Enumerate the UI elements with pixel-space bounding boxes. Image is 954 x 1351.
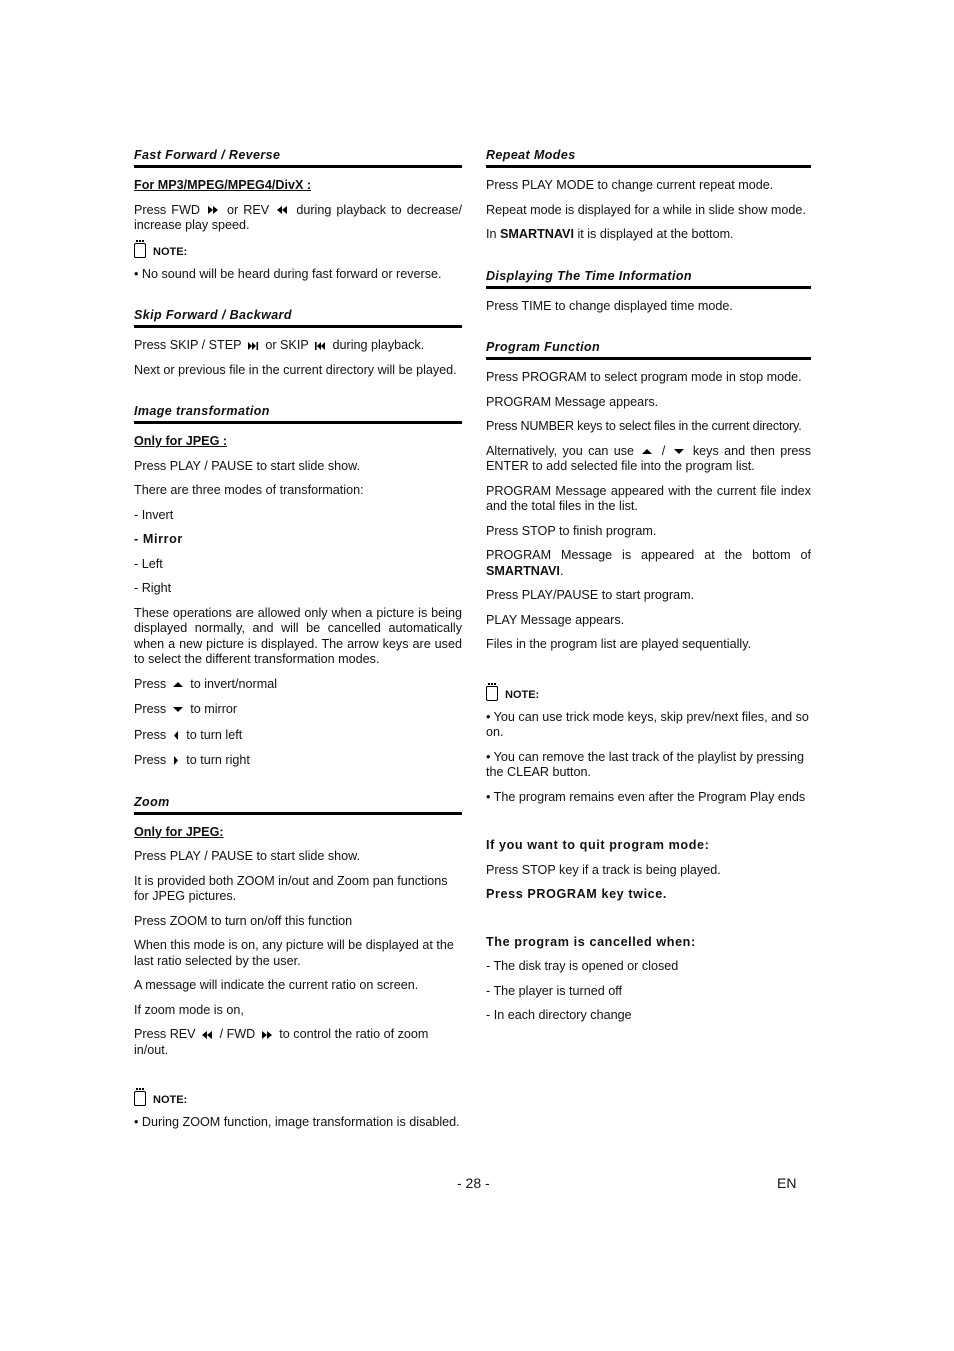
note-heading <box>486 686 811 701</box>
text: to invert/normal <box>190 676 277 691</box>
list-item: - In each directory change <box>486 1008 632 1022</box>
section-program-function <box>486 340 811 805</box>
right-column <box>486 148 811 1033</box>
paragraph: Press PLAY/PAUSE to start program. <box>486 588 695 602</box>
paragraph: These operations are allowed only when a picture is being displayed normally, and will be cancelled automatically when a new picture is displayed. The arrow keys are used to select the different transformation modes. <box>134 605 462 666</box>
list-item: - The player is turned off <box>486 983 623 998</box>
section-program-cancelled <box>486 935 811 1024</box>
paragraph <box>486 444 811 475</box>
paragraph: Press STOP to finish program. <box>486 523 657 538</box>
text: Press <box>134 702 167 716</box>
note-text: • The program remains even after the Program Play ends <box>486 789 806 804</box>
notepad-icon <box>134 243 146 258</box>
note-text: • You can remove the last track of the playlist by pressing the CLEAR button. <box>486 749 805 779</box>
section-time-information <box>486 269 811 315</box>
paragraph <box>134 338 462 354</box>
paragraph: Next or previous file in the current directory will be played. <box>134 362 457 377</box>
text: SMARTNAVI <box>500 227 574 241</box>
text: Press FWD <box>134 202 200 217</box>
paragraph: There are three modes of transformation: <box>134 483 364 497</box>
left-column <box>134 148 462 1140</box>
text: or SKIP <box>265 338 309 352</box>
text: it is displayed at the bottom. <box>577 227 734 241</box>
paragraph: A message will indicate the current ratio on screen. <box>134 978 419 992</box>
text: . <box>559 563 564 578</box>
paragraph <box>134 1027 462 1058</box>
paragraph: Press ZOOM to turn on/off this function <box>134 913 353 928</box>
section-zoom <box>134 795 462 1131</box>
paragraph: PLAY Message appears. <box>486 612 625 627</box>
paragraph: If zoom mode is on, <box>134 1002 244 1017</box>
text: to turn left <box>186 727 243 742</box>
note-text: • During ZOOM function, image transformation is disabled. <box>134 1115 460 1129</box>
text: keys and then press ENTER to add selected file into the program list. <box>486 443 812 473</box>
language-code: EN <box>777 1175 797 1191</box>
text: / FWD <box>219 1027 256 1041</box>
paragraph <box>134 203 462 234</box>
skip-next-icon <box>248 342 259 350</box>
subheading: If you want to quit program mode: <box>486 838 710 852</box>
section-fast-forward <box>134 148 462 282</box>
paragraph: Repeat mode is displayed for a while in slide show mode. <box>486 202 806 217</box>
text: In <box>486 227 497 241</box>
section-quit-program <box>486 838 811 903</box>
arrow-down-icon <box>173 706 184 713</box>
page-number: - 28 - <box>457 1175 490 1191</box>
notepad-icon <box>134 1091 146 1106</box>
key-instruction <box>134 728 462 744</box>
paragraph: PROGRAM Message appears. <box>486 394 659 409</box>
section-image-transformation <box>134 404 462 769</box>
text: during playback to decrease/ increase play speed. <box>134 202 463 232</box>
list-item: - Mirror <box>134 532 183 546</box>
fast-forward-icon <box>208 206 219 214</box>
section-title: Zoom <box>134 795 462 815</box>
paragraph: PROGRAM Message appeared with the current file index and the total files in the list. <box>486 483 811 513</box>
key-instruction <box>134 702 462 718</box>
arrow-right-icon <box>173 756 180 765</box>
text: Press REV <box>134 1027 196 1041</box>
paragraph: Press TIME to change displayed time mode. <box>486 298 733 313</box>
note-label: NOTE: <box>153 245 188 258</box>
arrow-up-icon <box>642 448 653 455</box>
fast-forward-icon <box>262 1031 273 1039</box>
paragraph: Press PROGRAM key twice. <box>486 887 667 901</box>
rewind-icon <box>277 206 288 214</box>
text: PROGRAM Message is appeared at the bottom of <box>486 548 811 562</box>
paragraph: It is provided both ZOOM in/out and Zoom pan functions for JPEG pictures. <box>134 873 448 903</box>
note-label: NOTE: <box>505 688 540 701</box>
section-repeat-modes <box>486 148 811 243</box>
subheading: Only for JPEG : <box>134 434 228 448</box>
note-label: NOTE: <box>153 1094 188 1106</box>
subheading: The program is cancelled when: <box>486 934 696 949</box>
paragraph: Press STOP key if a track is being played. <box>486 862 721 877</box>
text: Press <box>134 727 167 742</box>
list-item: - Invert <box>134 507 174 522</box>
text: to control the ratio of zoom in/out. <box>134 1027 429 1057</box>
arrow-down-icon <box>674 448 685 455</box>
text: / <box>661 443 666 458</box>
key-instruction <box>134 753 462 769</box>
text: to turn right <box>186 753 250 767</box>
list-item: - Right <box>134 581 172 595</box>
text: Press SKIP / STEP <box>134 338 242 352</box>
section-title: Program Function <box>486 340 811 360</box>
notepad-icon <box>486 686 498 701</box>
subheading: Only for JPEG: <box>134 824 224 839</box>
subheading: For MP3/MPEG/MPEG4/DivX : <box>134 178 312 192</box>
paragraph <box>486 548 811 579</box>
note-text: • No sound will be heard during fast forward or reverse. <box>134 266 442 281</box>
text: Alternatively, you can use <box>486 443 635 458</box>
text: or REV <box>227 202 270 217</box>
paragraph: When this mode is on, any picture will be displayed at the last ratio selected by the user. <box>134 938 454 968</box>
text: to mirror <box>190 702 238 716</box>
paragraph: Press NUMBER keys to select files in the current directory. <box>486 419 802 433</box>
note-text: • You can use trick mode keys, skip prev/next files, and so on. <box>486 709 809 739</box>
paragraph: Press PLAY / PAUSE to start slide show. <box>134 849 361 863</box>
key-instruction <box>134 677 462 693</box>
arrow-left-icon <box>173 731 180 740</box>
text: Press <box>134 753 167 767</box>
section-title: Repeat Modes <box>486 148 811 168</box>
section-skip <box>134 308 462 378</box>
list-item: - Left <box>134 556 163 571</box>
paragraph: Files in the program list are played sequentially. <box>486 637 752 651</box>
note-heading <box>134 243 462 258</box>
paragraph: Press PROGRAM to select program mode in stop mode. <box>486 370 802 384</box>
text: during playback. <box>332 338 425 352</box>
paragraph: Press PLAY MODE to change current repeat mode. <box>486 178 774 192</box>
rewind-icon <box>202 1031 213 1039</box>
section-title: Skip Forward / Backward <box>134 308 462 328</box>
text: Press <box>134 676 167 691</box>
section-title: Fast Forward / Reverse <box>134 148 462 168</box>
text: SMARTNAVI <box>486 563 560 578</box>
arrow-up-icon <box>173 681 184 688</box>
paragraph <box>486 227 811 243</box>
list-item: - The disk tray is opened or closed <box>486 959 679 973</box>
section-title: Displaying The Time Information <box>486 269 811 289</box>
section-title: Image transformation <box>134 404 462 424</box>
note-heading <box>134 1091 462 1106</box>
paragraph: Press PLAY / PAUSE to start slide show. <box>134 458 361 473</box>
skip-previous-icon <box>315 342 326 350</box>
